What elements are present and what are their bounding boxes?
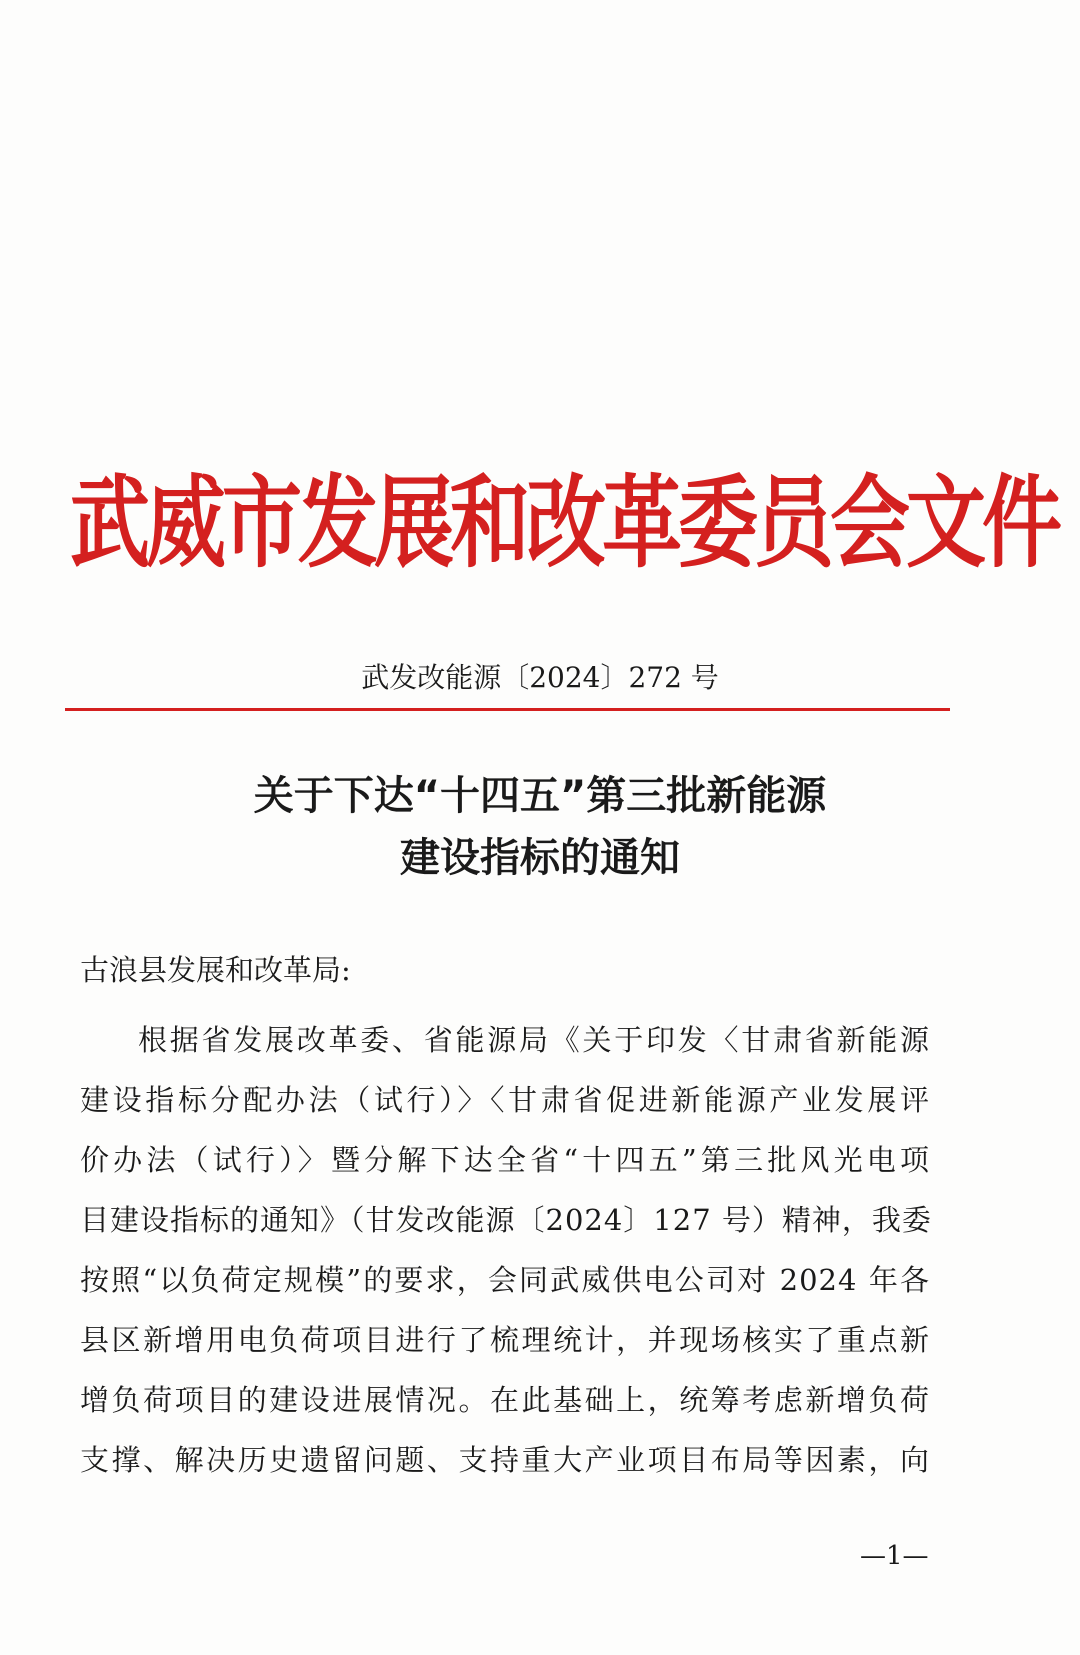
body-line: 价办法（试行）〉暨分解下达全省“十四五”第三批风光电项 [80,1143,930,1177]
body-line: 根据省发展改革委、省能源局《关于印发〈甘肃省新能源 [138,1023,930,1057]
body-line: 目建设指标的通知》（甘发改能源〔2024〕127 号）精神，我委 [80,1203,932,1237]
salutation: 古浪县发展和改革局: [80,953,351,987]
red-divider-line [65,708,950,711]
notice-title-line-2: 建设指标的通知 [400,835,680,881]
body-line: 建设指标分配办法（试行）〉〈甘肃省促进新能源产业发展评 [80,1083,930,1117]
document-number: 武发改能源〔2024〕272 号 [361,661,719,694]
body-paragraph [80,1010,930,1490]
body-line: 县区新增用电负荷项目进行了梳理统计，并现场核实了重点新 [80,1323,930,1357]
notice-title-line-1: 关于下达“十四五”第三批新能源 [253,773,827,819]
notice-title [0,765,1080,889]
page-number: —1— [860,1541,929,1571]
body-line: 支撑、解决历史遗留问题、支持重大产业项目布局等因素，向 [80,1443,930,1477]
body-line: 增负荷项目的建设进展情况。在此基础上，统筹考虑新增负荷 [80,1383,930,1417]
body-line: 按照“以负荷定规模”的要求，会同武威供电公司对 2024 年各 [80,1263,930,1297]
masthead-title: 武威市发展和改革委员会文件 [70,465,1058,582]
